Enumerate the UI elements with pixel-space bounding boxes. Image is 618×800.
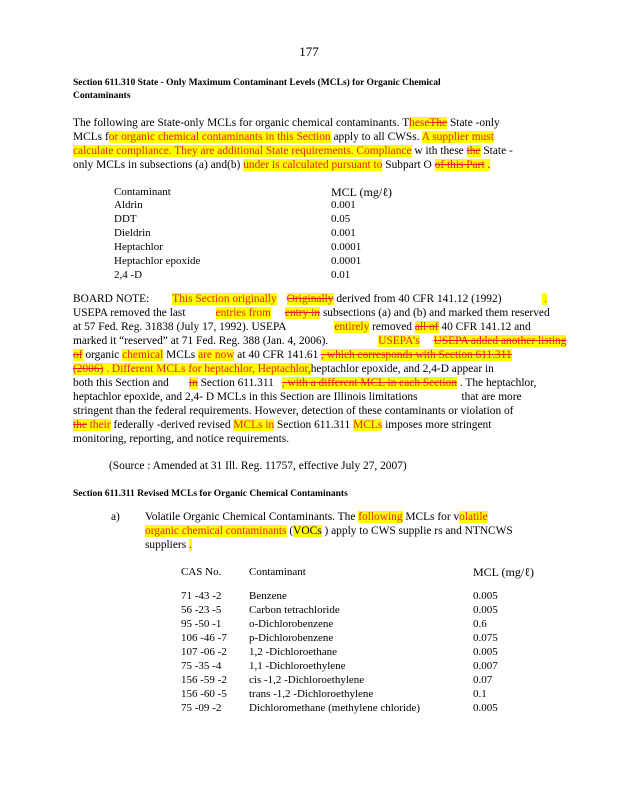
text: The following are State-only MCLs for organic chemical contaminants. T [73,117,410,129]
voc-row-name: 1,1 -Dichloroethylene [249,660,346,672]
voc-row-mcl: 0.075 [473,632,498,644]
inserted-text: calculate compliance. They are additional State requirements. Compliance [73,145,412,157]
inserted-text: their [86,419,111,431]
inserted-text: A supplier must [421,131,494,143]
text: Volatile Organic Chemical Contaminants. The [145,511,359,523]
inserted-text: chemical [122,349,164,361]
voc-row-name: 1,2 -Dichloroethane [249,646,337,658]
voc-row-mcl: 0.005 [473,646,498,658]
inserted-text: or organic chemical contaminants in this Section [108,131,331,143]
text: State -only [447,117,500,129]
voc-table-header-contaminant: Contaminant [249,566,306,578]
voc-row-name: o-Dichlorobenzene [249,618,334,630]
voc-row-name: Carbon tetrachloride [249,604,340,616]
table-header-mcl: MCL (mg/ℓ) [331,185,392,199]
voc-table-header-mcl: MCL (mg/ℓ) [473,565,534,579]
board-note-line-8 [73,391,522,404]
deleted-text: , with a different MCL in each Section [281,377,458,389]
voc-row-cas: 156 -60 -5 [181,688,227,700]
inserted-text: olatile [459,511,488,523]
voc-row-cas: 95 -50 -1 [181,618,222,630]
voc-row-name: Benzene [249,590,287,602]
deleted-text: of [73,349,83,361]
table-row-mcl: 0.0001 [331,255,362,267]
inserted-text: . Different MCLs for heptachlor, Heptachlor, [103,363,311,375]
section-611-311-heading: Section 611.311 Revised MCLs for Organic Chemical Contaminants [73,489,348,499]
table-row-mcl: 0.001 [331,227,356,239]
deleted-text: the [73,419,87,431]
text: State - [480,145,513,157]
paragraph-intro-line-4 [73,159,490,172]
board-note-line-4 [73,335,566,348]
table-row-mcl: 0.0001 [331,241,362,253]
text: Section 611.311 [274,419,354,431]
inserted-text: entirely [334,321,370,333]
table-row-mcl: 0.001 [331,199,356,211]
voc-row-name: cis -1,2 -Dichloroethylene [249,674,365,686]
text: suppliers [145,539,189,551]
source-note: (Source : Amended at 31 Ill. Reg. 11757, effective July 27, 2007) [109,460,407,472]
board-note-line-7 [73,377,536,390]
deleted-text: entry in [284,307,321,319]
table-row-mcl: 0.01 [331,269,351,281]
text: . [484,159,491,171]
board-note-line-11: monitoring, reporting, and notice requirements. [73,433,290,445]
subsection-a-line-3 [145,539,192,552]
voc-row-cas: 71 -43 -2 [181,590,222,602]
board-note-line-6 [73,363,494,376]
text: both this Section and [73,377,169,389]
text: MCLs for v [402,511,460,523]
text: . The heptachlor, [457,377,537,389]
inserted-text: organic chemical contaminants [145,525,287,537]
deleted-text: The [429,117,448,129]
voc-row-cas: 107 -06 -2 [181,646,227,658]
text: heptachlor epoxide, and 2,4-D appear in [310,363,494,375]
inserted-text: MCLs in [233,419,275,431]
voc-row-mcl: 0.07 [473,674,493,686]
voc-row-cas: 75 -09 -2 [181,702,222,714]
text: heptachlor epoxide, and 2,4- D MCLs in this Section are Illinois limitations [73,391,418,403]
text: at 57 Fed. Reg. 31838 (July 17, 1992). USEPA [73,321,287,333]
voc-row-cas: 106 -46 -7 [181,632,227,644]
text: organic [82,349,123,361]
inserted-text: . [541,293,548,305]
text: USEPA removed the last [73,307,186,319]
board-note-line-2 [73,307,550,320]
page-number: 177 [299,44,319,59]
text: at 40 CFR 141.61 [234,349,322,361]
text: ) apply to CWS supplie rs and NTNCWS [321,525,513,537]
inserted-text: following [358,511,403,523]
text: only MCLs in subsections (a) and(b) [73,159,244,171]
voc-row-mcl: 0.005 [473,590,498,602]
voc-row-name: p-Dichlorobenzene [249,632,334,644]
text: subsections (a) and (b) and marked them reserved [320,307,550,319]
voc-row-mcl: 0.005 [473,604,498,616]
table-row-contaminant: Aldrin [114,199,143,211]
text: ( [286,525,294,537]
table-row-mcl: 0.05 [331,213,351,225]
deleted-text: Originally [286,293,334,305]
text: derived from 40 CFR 141.12 (1992) [333,293,502,305]
section-611-310-heading-cont: Contaminants [73,91,131,101]
text: federally -derived revised [110,419,234,431]
text: imposes more stringent [382,419,492,431]
inserted-text: . [188,539,192,551]
board-note-line-3 [73,321,531,334]
text: Section 611.311 [197,377,274,389]
board-note-label: BOARD NOTE: [73,293,150,305]
deleted-text: the [466,145,481,157]
voc-table-header-cas: CAS No. [181,566,222,578]
text: removed [369,321,415,333]
table-row-contaminant: DDT [114,213,137,225]
table-row-contaminant: 2,4 -D [114,269,143,281]
board-note-line-1 [73,293,547,306]
text: w ith these [411,145,467,157]
inserted-text: This Section originally [172,293,277,305]
table-row-contaminant: Heptachlor epoxide [114,255,201,267]
deleted-text: in [188,377,198,389]
deleted-text: (2006) [73,363,104,375]
text: apply to all CWSs. [330,131,422,143]
paragraph-intro-line-1 [73,117,500,130]
voc-row-mcl: 0.1 [473,688,487,700]
highlighted-text: VOCs [293,525,322,537]
subsection-a-line-1 [145,511,488,524]
board-note-line-5 [73,349,512,362]
text: 40 CFR 141.12 and [438,321,531,333]
inserted-text: entries from [215,307,271,319]
inserted-text: USEPA’s [378,335,420,347]
voc-row-cas: 75 -35 -4 [181,660,222,672]
board-note-line-10 [73,419,491,432]
voc-row-cas: 56 -23 -5 [181,604,222,616]
inserted-text: under is calculated pursuant to [243,159,383,171]
text: marked it “reserved” at 71 Fed. Reg. 388 (Jan. 4, 2006). [73,335,329,347]
voc-row-name: Dichloromethane (methylene chloride) [249,702,421,714]
board-note-line-9: stringent than the federal requirements. However, detection of these contaminants or violation of [73,405,514,417]
section-611-310-heading: Section 611.310 State - Only Maximum Contaminant Levels (MCLs) for Organic Chemical [73,78,441,88]
deleted-text: all of [414,321,439,333]
inserted-text: hese [409,117,430,129]
voc-row-mcl: 0.005 [473,702,498,714]
voc-row-cas: 156 -59 -2 [181,674,227,686]
table-row-contaminant: Dieldrin [114,227,151,239]
table-row-contaminant: Heptachlor [114,241,163,253]
voc-row-mcl: 0.6 [473,618,487,630]
text: that are more [461,391,522,403]
subsection-a-label: a) [111,511,120,523]
deleted-text: , which corresponds with Section 611.311 [321,349,512,361]
text: MCLs f [73,131,109,143]
subsection-a-line-2 [145,525,513,538]
deleted-text: of this Part [434,159,485,171]
table-header-contaminant: Contaminant [114,186,171,198]
inserted-text: MCLs [353,419,383,431]
paragraph-intro-line-3 [73,145,513,158]
inserted-text: are now [198,349,235,361]
text: MCLs [163,349,199,361]
voc-row-mcl: 0.007 [473,660,498,672]
deleted-text: USEPA added another listing [433,335,567,347]
text: Subpart O [382,159,435,171]
voc-row-name: trans -1,2 -Dichloroethylene [249,688,374,700]
paragraph-intro-line-2 [73,131,494,144]
